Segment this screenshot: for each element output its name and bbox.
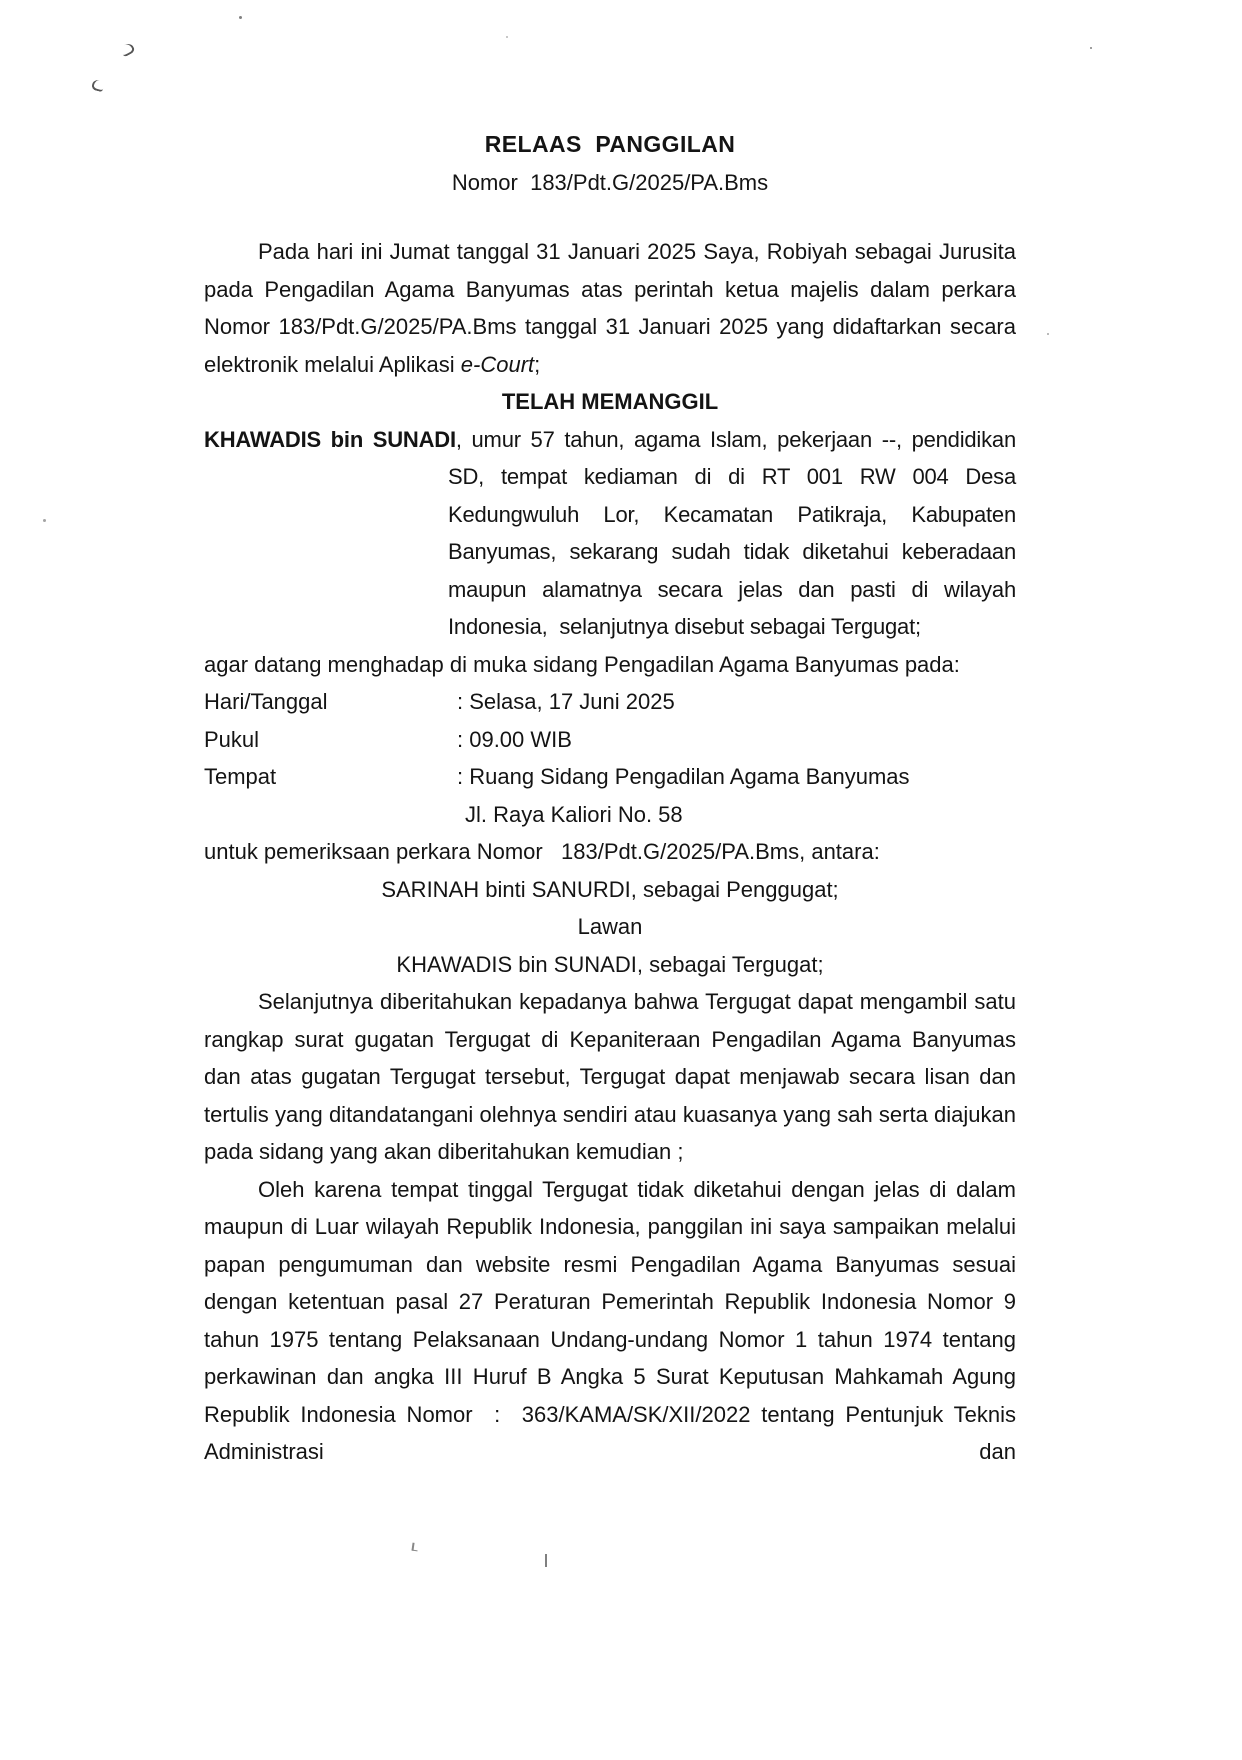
- opening-text-tail: ;: [534, 351, 541, 377]
- scan-artifact-mark: [545, 1554, 547, 1567]
- schedule-value-place: : Ruang Sidang Pengadilan Agama Banyumas: [457, 764, 910, 789]
- opening-paragraph: [204, 233, 1023, 383]
- appearance-instruction: agar datang menghadap di muka sidang Pengadilan Agama Banyumas pada:: [204, 651, 960, 677]
- publication-paragraph: Oleh karena tempat tinggal Tergugat tidak diketahui dengan jelas di dalam maupun di Luar wilayah Republik Indonesia, panggilan ini saya sampaikan melalui papan pengumuman dan website resmi Pengadilan Agama Banyumas sesuai dengan ketentuan pasal 27 Peraturan Pemerintah Republik Indonesia Nomor 9 tahun 1975 tentang Pelaksanaan Undang-undang Nomor 1 tahun 1974 tentang perkawinan dan angka III Huruf B Angka 5 Surat Keputusan Mahkamah Agung Republik Indonesia Nomor : 363/KAMA/SK/XII/2022 tentang Pentunjuk Teknis Administrasi dan: [204, 1176, 1023, 1464]
- defendant-details: , umur 57 tahun, agama Islam, pekerjaan --, pendidikan SD, tempat kediaman di di RT 001 RW 004 Desa Kedungwuluh Lor, Kecamatan Patikraja, Kabupaten Banyumas, sekarang sudah tidak diketahui keberadaan maupun alamatnya secara jelas dan pasti di wilayah Indonesia, selanjutnya disebut sebagai Tergugat;: [448, 426, 1022, 639]
- defendant-line: KHAWADIS bin SUNADI, sebagai Tergugat;: [396, 951, 824, 977]
- schedule-row-place: [204, 758, 1016, 796]
- schedule-value-day: : Selasa, 17 Juni 2025: [457, 689, 675, 714]
- case-number: Nomor 183/Pdt.G/2025/PA.Bms: [451, 169, 769, 195]
- case-examination-line: untuk pemeriksaan perkara Nomor 183/Pdt.G/2025/PA.Bms, antara:: [204, 839, 880, 864]
- schedule-row-time: [204, 721, 1016, 759]
- page-title: RELAAS PANGGILAN: [484, 131, 736, 157]
- defendant-identity-paragraph: [204, 421, 1022, 646]
- document-body: [204, 126, 1023, 1471]
- scan-artifact-dot: [239, 16, 242, 19]
- scan-artifact-dot: [43, 519, 46, 522]
- notice-paragraph: Selanjutnya diberitahukan kepadanya bahwa Tergugat dapat mengambil satu rangkap surat gugatan Tergugat di Kepaniteraan Pengadilan Agama Banyumas dan atas gugatan Tergugat tersebut, Tergugat dapat menjawab secara lisan dan tertulis yang ditandatangani olehnya sendiri atau kuasanya yang sah serta diajukan pada sidang yang akan diberitahukan kemudian ;: [204, 989, 1023, 1164]
- versus-label: Lawan: [577, 914, 643, 939]
- opening-text: Pada hari ini Jumat tanggal 31 Januari 2025 Saya, Robiyah sebagai Jurusita pada Pengadilan Agama Banyumas atas perintah ketua majelis dalam perkara Nomor 183/Pdt.G/2025/PA.Bms tanggal 31 Januari 2025 yang didaftarkan secara elektronik melalui Aplikasi: [204, 239, 1023, 377]
- schedule-row-day: [204, 683, 1016, 721]
- scan-artifact-dot: [506, 36, 508, 38]
- heading-telah-memanggil: TELAH MEMANGGIL: [501, 389, 719, 414]
- scan-artifact-squiggle: [119, 42, 136, 58]
- schedule-label-day: Hari/Tanggal: [204, 689, 328, 714]
- plaintiff-line: SARINAH binti SANURDI, sebagai Penggugat;: [381, 876, 839, 902]
- scan-artifact-squiggle: [91, 79, 105, 93]
- scan-artifact-mark: [411, 1543, 418, 1552]
- scan-artifact-dot: [1047, 333, 1049, 335]
- venue-address: Jl. Raya Kaliori No. 58: [465, 801, 683, 827]
- scan-artifact-dot: [1090, 47, 1092, 49]
- defendant-name: KHAWADIS bin SUNADI: [204, 426, 456, 452]
- schedule-label-time: Pukul: [204, 726, 260, 752]
- schedule-label-place: Tempat: [204, 764, 277, 789]
- ecourt-italic-term: e-Court: [460, 351, 535, 377]
- schedule-value-time: : 09.00 WIB: [457, 726, 572, 752]
